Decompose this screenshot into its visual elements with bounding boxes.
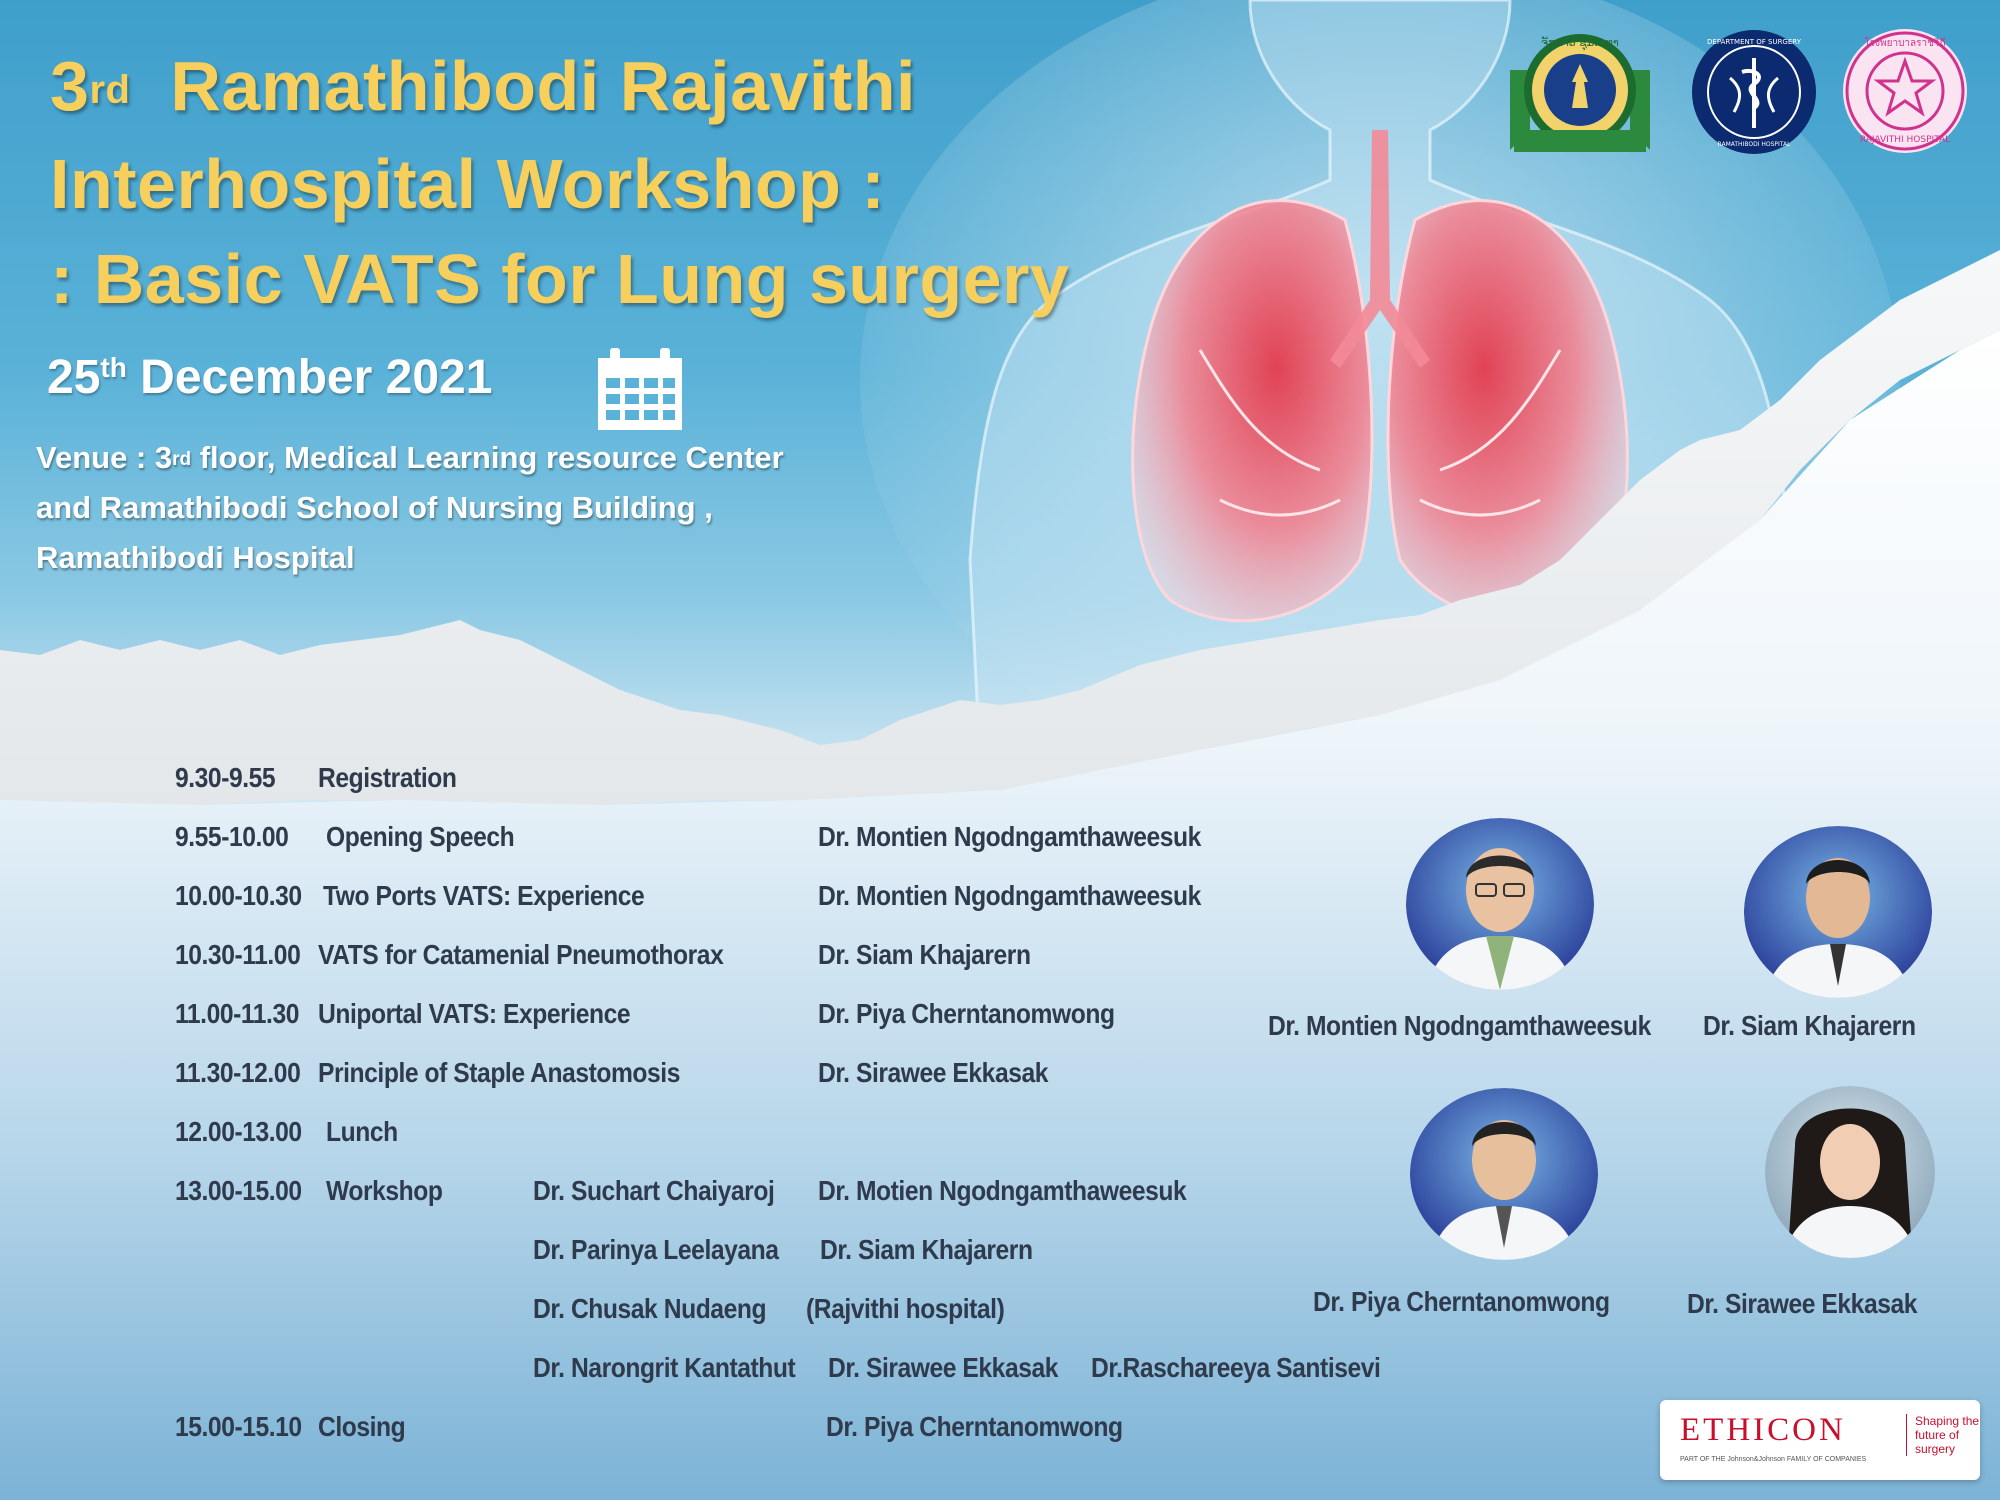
calendar-icon [596, 346, 684, 432]
svg-text:โรงพยาบาลราชวิถี: โรงพยาบาลราชวิถี [1864, 38, 1946, 49]
venue-line-3: Ramathibodi Hospital [36, 540, 355, 575]
workshop-row4-c: Dr.Raschareeya Santisevi [1091, 1352, 1381, 1383]
speaker-photo-4 [1765, 1086, 1935, 1258]
schedule-speaker-6: Dr. Sirawee Ekkasak [818, 1057, 1049, 1088]
ethicon-tagline: Shaping the future of surgery [1906, 1414, 1985, 1456]
svg-text:ຈັກກາວີ ຊຸມສ ທາ: ຈັກກາວີ ຊຸມສ ທາ [1541, 36, 1619, 49]
venue-line-1: Venue : 3rd floor, Medical Learning resource Center [36, 440, 784, 475]
svg-text:RAMATHIBODI HOSPITAL: RAMATHIBODI HOSPITAL [1717, 141, 1791, 148]
workshop-row3-b: (Rajvithi hospital) [806, 1293, 1005, 1324]
schedule-time-3: 10.00-10.30 [175, 880, 302, 911]
schedule-topic-2: Opening Speech [326, 821, 515, 852]
title-line-1: 3rd Ramathibodi Rajavithi [50, 47, 916, 125]
venue-line-2: and Ramathibodi School of Nursing Building , [36, 490, 713, 525]
schedule-speaker-2: Dr. Montien Ngodngamthaweesuk [818, 821, 1201, 852]
speaker-caption-1: Dr. Montien Ngodngamthaweesuk [1268, 1010, 1651, 1041]
title-line-3: : Basic VATS for Lung surgery [50, 240, 1070, 318]
schedule-time-4: 10.30-11.00 [175, 939, 301, 970]
schedule-topic-4: VATS for Catamenial Pneumothorax [318, 939, 724, 970]
schedule-time-5: 11.00-11.30 [175, 998, 299, 1029]
schedule-topic-3: Two Ports VATS: Experience [323, 880, 645, 911]
svg-text:DEPARTMENT OF SURGERY: DEPARTMENT OF SURGERY [1707, 38, 1801, 46]
event-date: 25th December 2021 [47, 351, 493, 404]
closing-speaker: Dr. Piya Cherntanomwong [826, 1411, 1123, 1442]
closing-topic: Closing [318, 1411, 406, 1442]
schedule-time-6: 11.30-12.00 [175, 1057, 301, 1088]
schedule-topic-8: Workshop [326, 1175, 443, 1206]
workshop-row1-a: Dr. Suchart Chaiyaroj [533, 1175, 775, 1206]
speaker-photo-1 [1406, 818, 1594, 990]
svg-text:RAJAVITHI HOSPITAL: RAJAVITHI HOSPITAL [1859, 135, 1951, 145]
schedule-time-7: 12.00-13.00 [175, 1116, 302, 1147]
rajavithi-hospital-logo [1840, 26, 1970, 156]
schedule-speaker-3: Dr. Montien Ngodngamthaweesuk [818, 880, 1201, 911]
schedule-time-1: 9.30-9.55 [175, 762, 276, 793]
workshop-row4-b: Dr. Sirawee Ekkasak [828, 1352, 1059, 1383]
schedule-time-8: 13.00-15.00 [175, 1175, 302, 1206]
workshop-row3-a: Dr. Chusak Nudaeng [533, 1293, 767, 1324]
workshop-row2-b: Dr. Siam Khajarern [820, 1234, 1033, 1265]
schedule-speaker-5: Dr. Piya Cherntanomwong [818, 998, 1115, 1029]
schedule-topic-5: Uniportal VATS: Experience [318, 998, 631, 1029]
speaker-caption-4: Dr. Sirawee Ekkasak [1687, 1288, 1918, 1319]
schedule-speaker-4: Dr. Siam Khajarern [818, 939, 1031, 970]
speaker-photo-2 [1744, 826, 1932, 998]
ethicon-wordmark: ETHICON [1680, 1412, 1846, 1448]
ethicon-logo [1660, 1400, 1980, 1480]
department-of-surgery-logo [1690, 28, 1818, 156]
title-line-2: Interhospital Workshop : [50, 145, 886, 223]
schedule-topic-7: Lunch [326, 1116, 398, 1147]
speaker-caption-3: Dr. Piya Cherntanomwong [1313, 1286, 1610, 1317]
schedule-time-2: 9.55-10.00 [175, 821, 289, 852]
speaker-photo-3 [1410, 1088, 1598, 1260]
closing-time: 15.00-15.10 [175, 1411, 302, 1442]
ethicon-subline: PART OF THE Johnson&Johnson FAMILY OF COMPANIES [1680, 1456, 1867, 1463]
mahidol-logo [1500, 30, 1660, 160]
schedule-topic-6: Principle of Staple Anastomosis [318, 1057, 680, 1088]
workshop-row1-b: Dr. Motien Ngodngamthaweesuk [818, 1175, 1187, 1206]
workshop-row4-a: Dr. Narongrit Kantathut [533, 1352, 796, 1383]
schedule-topic-1: Registration [318, 762, 457, 793]
workshop-row2-a: Dr. Parinya Leelayana [533, 1234, 779, 1265]
speaker-caption-2: Dr. Siam Khajarern [1703, 1010, 1916, 1041]
